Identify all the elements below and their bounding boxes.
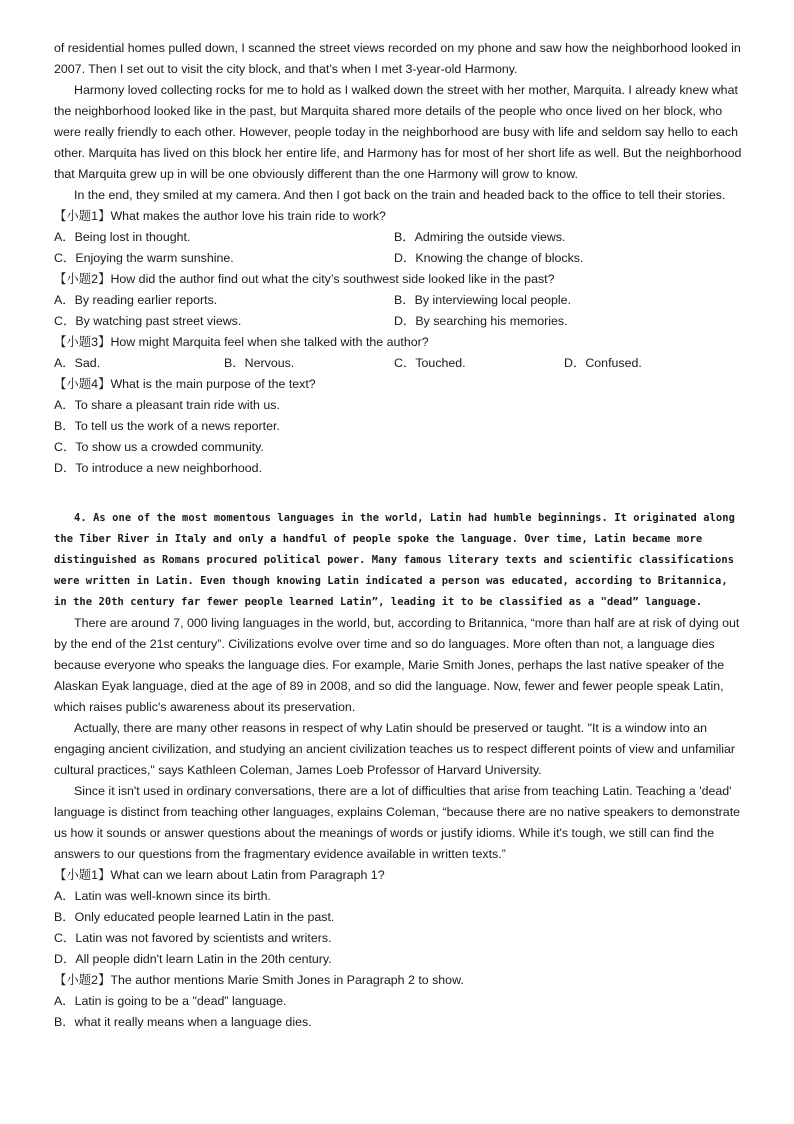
option-b: B．Nervous. [224,356,295,370]
section-spacer [54,479,744,508]
option-d: D．To introduce a new neighborhood. [54,461,263,475]
option-d: D．Confused. [564,356,642,370]
passage4-paragraph-4: Since it isn't used in ordinary conversations, there are a lot of difficulties that arise from teaching Latin. Teaching a 'dead' language is distinct from teaching other languages, explains Coleman, “because there are no native speakers to demonstrate us how it sounds or answer questions about the meanings of words or justify idioms. While it's tough, we still can find the answers to our questions from the fragmentary evidence available in written texts.” [54,784,741,861]
option-c: C．Latin was not favored by scientists and writers. [54,931,332,945]
passage3-paragraph-0: of residential homes pulled down, I scanned the street views recorded on my phone and saw how the neighborhood looked in 2007. Then I set out to visit the city block, and that’s when I met 3-year-old Harmony. [54,41,741,76]
passage4-paragraph-2: There are around 7, 000 living languages in the world, but, according to Britannica, “more than half are at risk of dying out by the end of the 21st century”. Civilizations evolve over time and so do languages. More often than not, a language dies because everyone who speaks the language dies. For example, Marie Smith Jones, perhaps the last native speaker of the Alaskan Eyak language, died at the age of 89 in 2008, and so did the language. Now, fewer and fewer people speak Latin, which raises public's awareness about its preservation. [54,616,740,714]
question-stem: 【小题1】What can we learn about Latin from Paragraph 1? [54,868,385,882]
option-d: D．By searching his memories. [394,314,568,328]
option-b: B．To tell us the work of a news reporter. [54,419,280,433]
question-stem: 【小题3】How might Marquita feel when she talked with the author? [54,335,429,349]
passage4-paragraph-3: Actually, there are many other reasons in respect of why Latin should be preserved or taught. "It is a window into an engaging ancient civilization, and studying an ancient civilization teaches us to respect different points of view and unfamiliar cultural practices," says Kathleen Coleman, James Loeb Professor of Harvard University. [54,721,735,777]
document-page [54,38,744,1033]
option-c: C．Enjoying the warm sunshine. [54,251,234,265]
option-a: A．Latin was well-known since its birth. [54,889,271,903]
option-b: B．what it really means when a language dies. [54,1015,312,1029]
passage3-paragraph-2: In the end, they smiled at my camera. And then I got back on the train and headed back to the office to tell their stories. [74,188,726,202]
question-stem: 【小题1】What makes the author love his train ride to work? [54,209,386,223]
option-c: C．By watching past street views. [54,314,242,328]
option-a: A．To share a pleasant train ride with us. [54,398,280,412]
option-a: A．By reading earlier reports. [54,293,218,307]
option-b: B．Only educated people learned Latin in the past. [54,910,335,924]
option-a: A．Sad. [54,356,101,370]
passage4-paragraph-1: 4. As one of the most momentous languages in the world, Latin had humble beginnings. It originated along the Tiber River in Italy and only a handful of people spoke the language. Over time, Latin became more distinguished as Romans procured political power. Many famous literary texts and scientific classifications were written in Latin. Even though knowing Latin indicated a person was educated, according to Britannica, in the 20th century far fewer people learned Latin”, leading it to be classified as a "dead” language. [54,512,735,608]
option-row [54,290,744,311]
passage3-paragraph-1: Harmony loved collecting rocks for me to hold as I walked down the street with her mother, Marquita. I already knew what the neighborhood looked like in the past, but Marquita shared more details of the people who once lived on her block, who were really friendly to each other. However, people today in the neighborhood are busy with life and seldom say hello to each other. Marquita has lived on this block her entire life, and Harmony has for most of her short life as well. But the neighborhood that Marquita grew up in will be one obviously different than the one Harmony will grow to know. [54,83,742,181]
option-row [54,353,744,374]
option-a: A．Latin is going to be a "dead” language. [54,994,287,1008]
question-stem: 【小题2】How did the author find out what the city’s southwest side looked like in the past? [54,272,555,286]
option-row [54,227,744,248]
option-d: D．Knowing the change of blocks. [394,251,584,265]
option-row [54,311,744,332]
option-c: C．Touched. [394,356,466,370]
option-b: B．By interviewing local people. [394,293,572,307]
option-row [54,248,744,269]
question-stem: 【小题2】The author mentions Marie Smith Jones in Paragraph 2 to show. [54,973,464,987]
option-d: D．All people didn't learn Latin in the 20th century. [54,952,332,966]
option-a: A．Being lost in thought. [54,230,191,244]
option-c: C．To show us a crowded community. [54,440,264,454]
option-b: B．Admiring the outside views. [394,230,566,244]
question-stem: 【小题4】What is the main purpose of the text? [54,377,316,391]
